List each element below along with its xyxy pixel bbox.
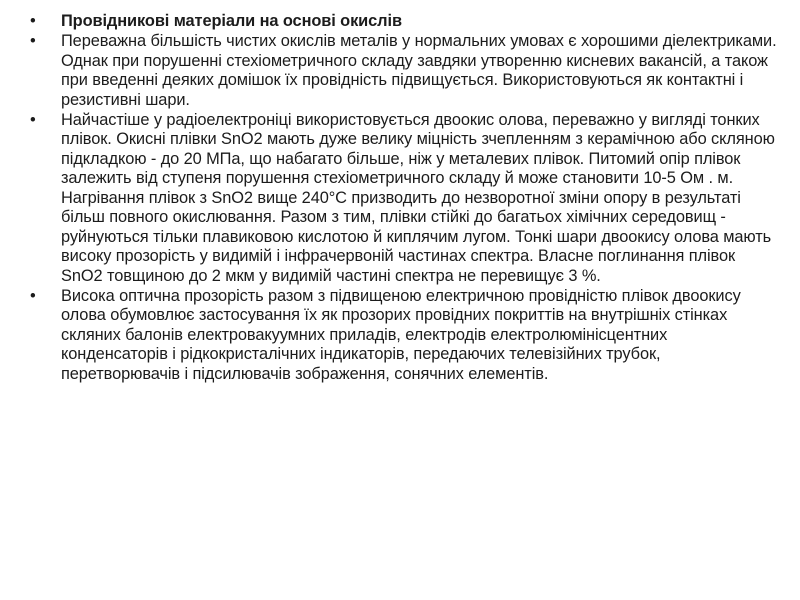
slide-content	[30, 12, 778, 385]
bullet-item-title	[30, 12, 778, 32]
bullet-icon: •	[30, 32, 36, 50]
bullet-list	[30, 12, 778, 384]
bullet-item-tin-dioxide	[30, 111, 778, 287]
bullet-icon: •	[30, 110, 36, 129]
paragraph-text: Висока оптична прозорість разом з підвищеною електричною провідністю плівок двоокису олова обумовлює застосування їх як прозорих провідних покриттів на внутрішніх стінках скляних балонів електровакуумних приладів, електродів електролюмінісцентних конденсаторів і рідкокристалічних індикаторів, передаючих телевізійних трубок, перетворювачів і підсилювачів зображення, сонячних елементів.	[61, 286, 741, 383]
paragraph-text: Переважна більшість чистих окислів металів у нормальних умовах є хорошими діелектриками. Однак при порушенні стехіометричного складу завдяки утворенню кисневих вакансій, а також при введенні деяких домішок їх провідність підвищується. Використовуються як контактні і резистивні шари.	[61, 32, 777, 109]
bullet-icon: •	[30, 286, 36, 305]
section-title: Провідникові матеріали на основі окислів	[61, 12, 402, 30]
paragraph-text: Найчастіше у радіоелектроніці використовується двоокис олова, переважно у вигляді тонких плівок. Окисні плівки SnO2 мають дуже велику міцність зчепленням з керамічною або скляною підкладкою - до 20 МПа, що набагато більше, ніж у металевих плівок. Питомий опір плівок залежить від ступеня порушення стехіометричного складу й може становити 10-5 Ом . м. Нагрівання плівок з SnO2 вище 240°С призводить до незворотної зміни опору в результаті більш повного окислювання. Разом з тим, плівки стійкі до багатьох хімічних середовищ - руйнуються тільки плавиковою кислотою й киплячим лугом. Тонкі шари двоокису олова мають високу прозорість у видимій і інфрачервоній частинах спектра. Власне поглинання плівок SnO2 товщиною до 2 мкм у видимій частині спектра не перевищує 3 %.	[61, 110, 775, 285]
bullet-item-applications	[30, 287, 778, 385]
bullet-icon: •	[30, 12, 36, 30]
bullet-item-oxides-dielectrics	[30, 32, 778, 110]
